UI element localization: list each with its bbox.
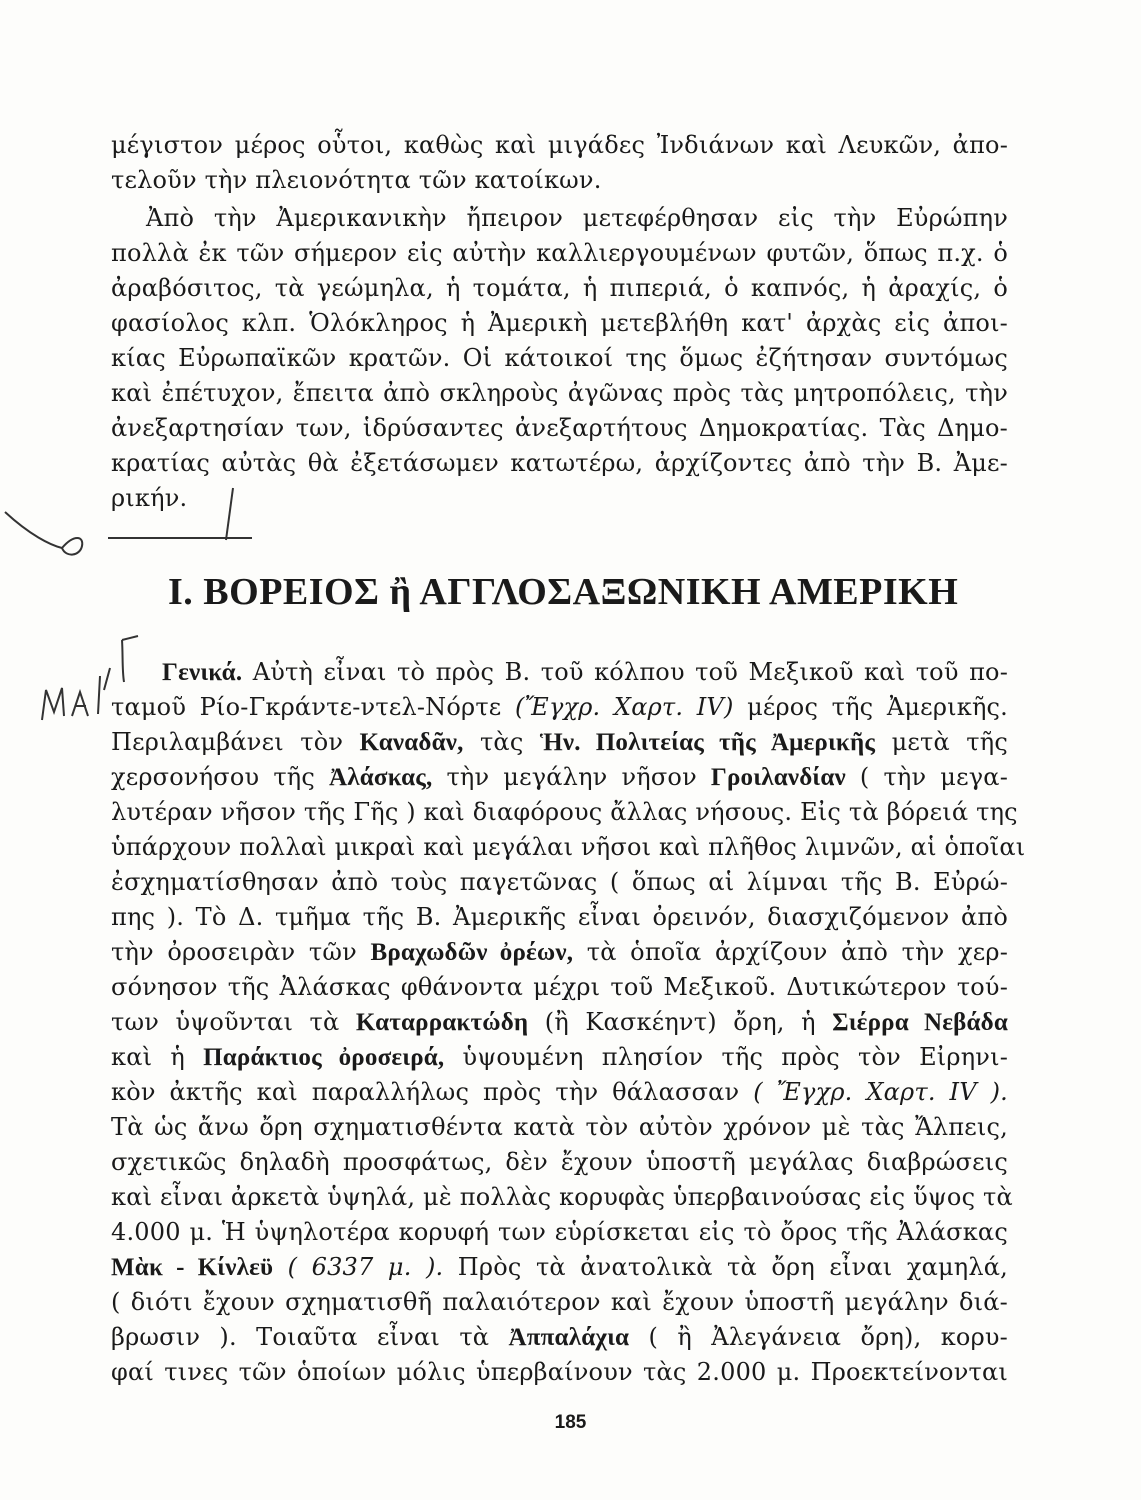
text-span: των ὑψοῦνται τὰ (111, 1008, 356, 1036)
text-line (111, 760, 1008, 794)
text-line: κίας Εὐρωπαϊκῶν κρατῶν. Οἱ κάτοικοί της ὅμως ἐζήτησαν συντόμως (111, 344, 1008, 372)
text-line: πολλὰ ἐκ τῶν σήμερον εἰς αὐτὴν καλλιεργουμένων φυτῶν, ὅπως π.χ. ὁ (111, 239, 1008, 267)
text-line: σχετικῶς δηλαδὴ προσφάτως, δὲν ἔχουν ὑποστῆ μεγάλας διαβρώσεις (111, 1148, 1008, 1176)
text-line: ἀνεξαρτησίαν των, ἱδρύσαντες ἀνεξαρτήτους Δημοκρατίας. Τὰς Δημο- (111, 414, 1008, 442)
text-line: φασίολος κλπ. Ὁλόκληρος ἡ Ἀμερικὴ μετεβλήθη κατ' ἀρχὰς εἰς ἀποι- (111, 309, 1008, 337)
text-span: ( τὴν μεγα- (845, 763, 1008, 791)
height-value: ( 6337 μ. ). (273, 1253, 444, 1281)
lead-term: Γενικά. (162, 659, 243, 686)
text-line (162, 655, 1008, 689)
text-span: καὶ ἡ (111, 1043, 204, 1071)
text-span: τὴν ὀροσειρὰν τῶν (111, 938, 371, 966)
text-span: (ἢ Κασκέηντ) ὄρη, ἡ (528, 1008, 833, 1036)
text-line (111, 725, 1008, 759)
text-span: Περιλαμβάνει τὸν (111, 728, 360, 756)
text-line (111, 690, 1008, 724)
text-line: μέγιστον μέρος οὗτοι, καθὼς καὶ μιγάδες Ἰνδιάνων καὶ Λευκῶν, ἀπο- (111, 131, 1008, 159)
text-span: ( ἢ Ἀλεγάνεια ὄρη), κορυ- (629, 1323, 1008, 1351)
text-span: χερσονήσου τῆς (111, 763, 330, 791)
bold-term: Γροιλανδίαν (710, 764, 846, 791)
text-line: 4.000 μ. Ἡ ὑψηλοτέρα κορυφή των εὑρίσκεται εἰς τὸ ὄρος τῆς Ἀλάσκας (111, 1218, 1008, 1246)
text-line (111, 1075, 1008, 1109)
text-line: κρατίας αὐτὰς θὰ ἐξετάσωμεν κατωτέρω, ἀρχίζοντες ἀπὸ τὴν Β. Ἀμε- (111, 449, 1008, 477)
text-line: Τὰ ὡς ἄνω ὄρη σχηματισθέντα κατὰ τὸν αὐτὸν χρόνον μὲ τὰς Ἄλπεις, (111, 1113, 1008, 1141)
bold-term: Παράκτιος ὀροσειρά, (203, 1044, 445, 1071)
text-line: ἀραβόσιτος, τὰ γεώμηλα, ἡ τομάτα, ἡ πιπεριά, ὁ καπνός, ἡ ἀραχίς, ὁ (111, 274, 1008, 302)
text-line (111, 1320, 1008, 1354)
bold-term: Ἡν. Πολιτείας τῆς Ἀμερικῆς (539, 729, 876, 756)
bold-term: Ἀλάσκας, (329, 764, 433, 791)
text-span: Πρὸς τὰ ἀνατολικὰ τὰ ὄρη εἶναι χαμηλά, (443, 1253, 1008, 1281)
bold-term: Μὰκ - Κίνλεϋ (111, 1254, 274, 1281)
text-line: ( διότι ἔχουν σχηματισθῆ παλαιότερον καὶ ἔχουν ὑποστῆ μεγάλην διά- (111, 1288, 1008, 1316)
bold-term: Καναδᾶν, (359, 729, 464, 756)
text-line (111, 1250, 1008, 1284)
text-line: ρικήν. (111, 484, 188, 512)
text-line: ὑπάρχουν πολλαὶ μικραὶ καὶ μεγάλαι νῆσοι καὶ πλῆθος λιμνῶν, αἱ ὁποῖαι (111, 833, 1026, 861)
text-line (111, 1040, 1008, 1074)
text-line: λυτέραν νῆσον τῆς Γῆς ) καὶ διαφόρους ἄλλας νήσους. Εἰς τὰ βόρειά της (111, 798, 1018, 826)
text-line: πης ). Τὸ Δ. τμῆμα τῆς Β. Ἀμερικῆς εἶναι ὀρεινόν, διασχιζόμενον ἀπὸ (111, 903, 1008, 931)
text-span: τὰ ὁποῖα ἀρχίζουν ἀπὸ τὴν χερ- (573, 938, 1009, 966)
text-line: καὶ εἶναι ἀρκετὰ ὑψηλά, μὲ πολλὰς κορυφὰς ὑπερβαινούσας εἰς ὕψος τὰ (111, 1183, 1013, 1211)
text-span: ὑψουμένη πλησίον τῆς πρὸς τὸν Εἰρηνι- (444, 1043, 1008, 1071)
page-number: 185 (554, 1412, 587, 1433)
text-line (111, 1005, 1008, 1039)
text-line: ἐσχηματίσθησαν ἀπὸ τοὺς παγετῶνας ( ὅπως αἱ λίμναι τῆς Β. Εὐρώ- (111, 868, 1008, 896)
text-span: τὴν μεγάλην νῆσον (432, 763, 711, 791)
map-reference: (Ἔγχρ. Χαρτ. IV) (514, 693, 734, 721)
text-span: βρωσιν ). Τοιαῦτα εἶναι τὰ (111, 1323, 509, 1351)
text-line: τελοῦν τὴν πλειονότητα τῶν κατοίκων. (111, 166, 602, 194)
text-span: Αὐτὴ εἶναι τὸ πρὸς Β. τοῦ κόλπου τοῦ Μεξικοῦ καὶ τοῦ πο- (242, 658, 1008, 686)
text-line: φαί τινες τῶν ὁποίων μόλις ὑπερβαίνουν τὰς 2.000 μ. Προεκτείνονται (111, 1358, 1008, 1386)
text-span: μέρος τῆς Ἀμερικῆς. (733, 693, 1008, 721)
text-span: τὰς (463, 728, 540, 756)
section-heading: Ι. ΒΟΡΕΙΟΣ ἢ ΑΓΓΛΟΣΑΞΩΝΙΚΗ ΑΜΕΡΙΚΗ (168, 571, 959, 613)
bold-term: Ἀππαλάχια (508, 1324, 630, 1351)
text-line (111, 935, 1008, 969)
bold-term: Σιέρρα Νεβάδα (832, 1009, 1008, 1036)
bold-term: Βραχωδῶν ὀρέων, (370, 939, 574, 966)
text-line: Ἀπὸ τὴν Ἀμερικανικὴν ἤπειρον μετεφέρθησαν εἰς τὴν Εὐρώπην (146, 204, 1008, 232)
map-reference: ( Ἔγχρ. Χαρτ. IV ). (753, 1078, 1008, 1106)
text-span: ταμοῦ Ρίο-Γκράντε-ντελ-Νόρτε (111, 693, 515, 721)
text-span: κὸν ἀκτῆς καὶ παραλλήλως πρὸς τὴν θάλασσαν (111, 1078, 754, 1106)
text-span: μετὰ τῆς (875, 728, 1008, 756)
text-line: σόνησον τῆς Ἀλάσκας φθάνοντα μέχρι τοῦ Μεξικοῦ. Δυτικώτερον τού- (111, 973, 1008, 1001)
text-line: καὶ ἐπέτυχον, ἔπειτα ἀπὸ σκληροὺς ἀγῶνας πρὸς τὰς μητροπόλεις, τὴν (111, 379, 1008, 407)
bold-term: Καταρρακτώδη (355, 1009, 529, 1036)
